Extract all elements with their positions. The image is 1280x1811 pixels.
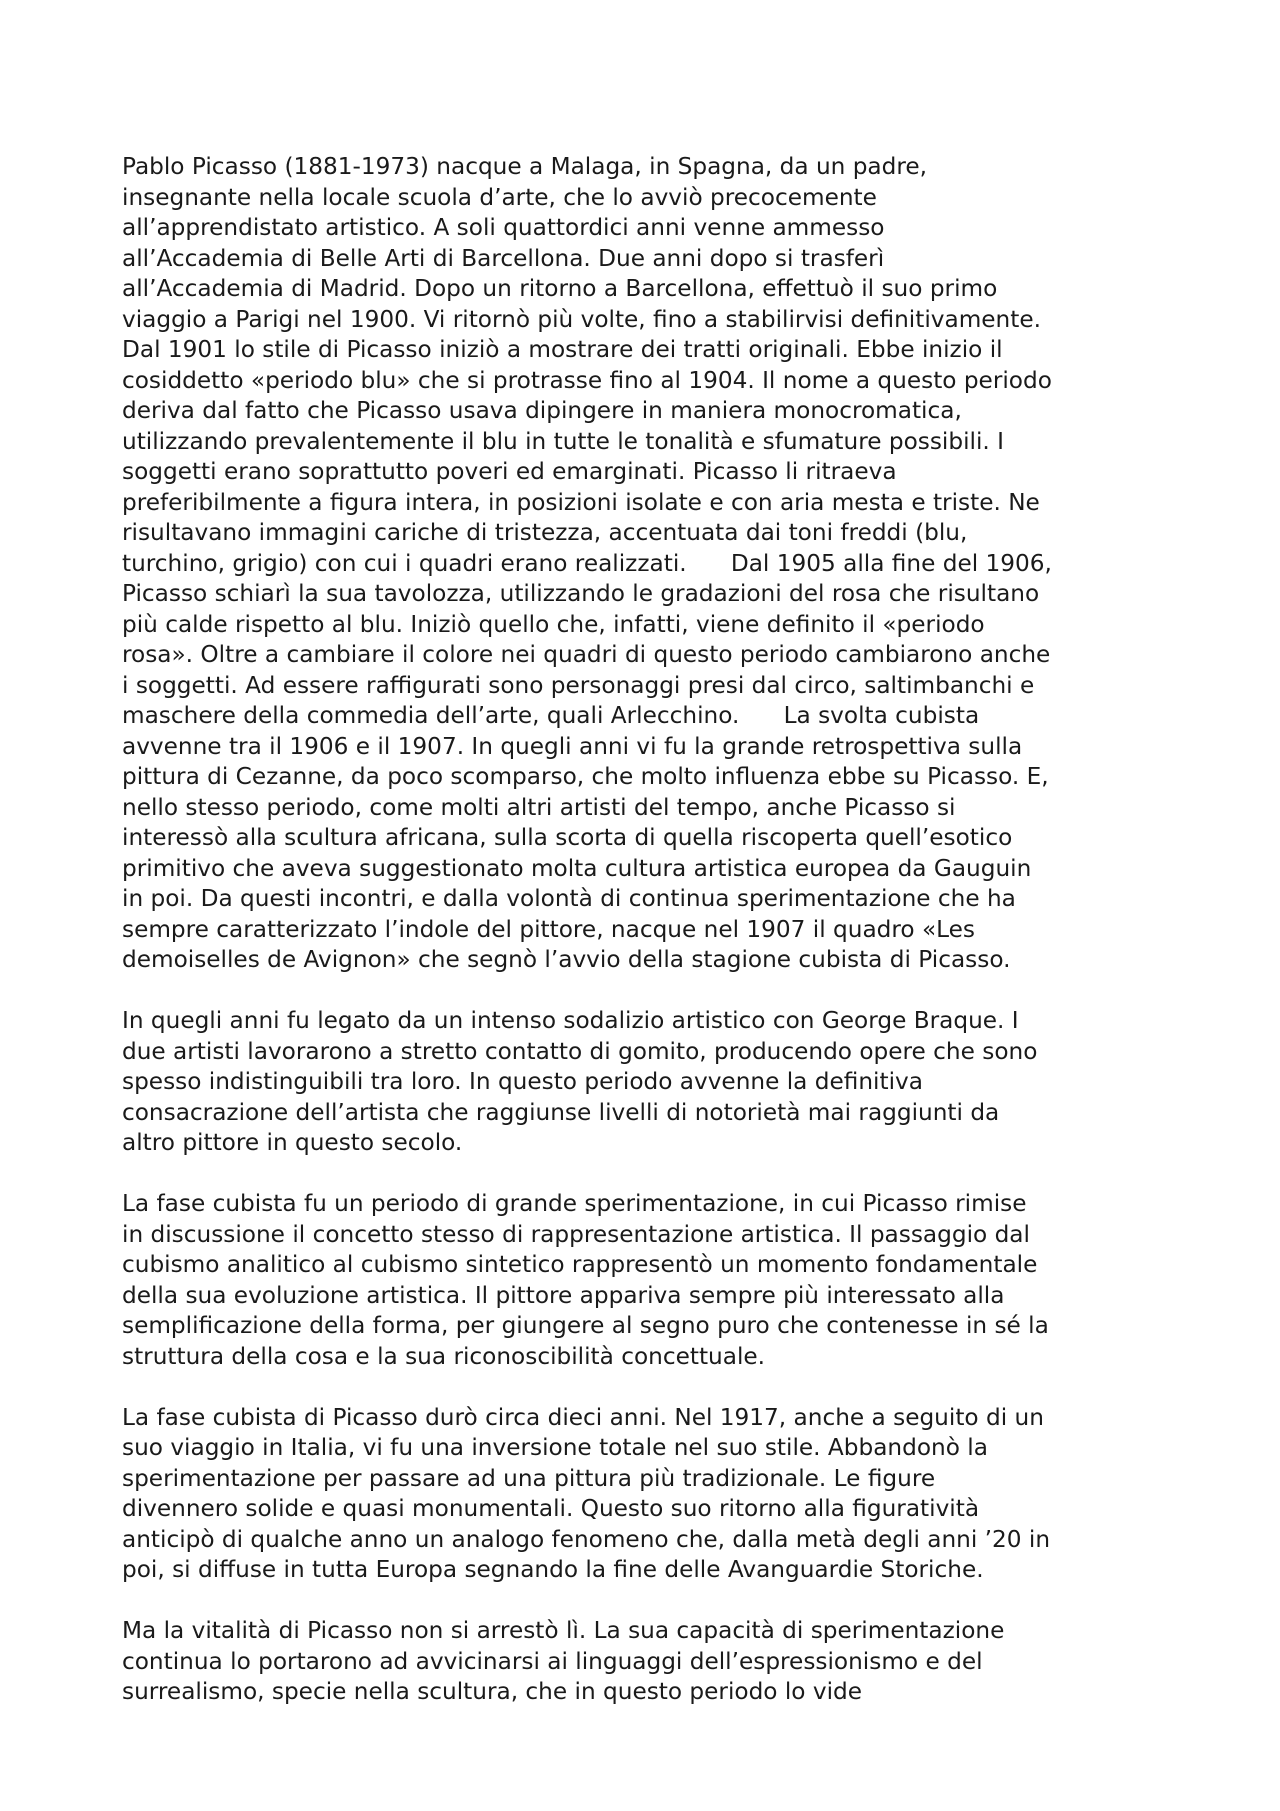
- text-line: viaggio a Parigi nel 1900. Vi ritornò più volte, fino a stabilirvisi definitivamente.: [122, 305, 1041, 333]
- text-line: anticipò di qualche anno un analogo fenomeno che, dalla metà degli anni ’20 in: [122, 1525, 1051, 1553]
- text-line: in discussione il concetto stesso di rappresentazione artistica. Il passaggio dal: [122, 1220, 1030, 1248]
- text-line: suo viaggio in Italia, vi fu una inversione totale nel suo stile. Abbandonò la: [122, 1434, 988, 1461]
- text-line: primitivo che aveva suggestionato molta cultura artistica europea da Gauguin: [122, 854, 1032, 882]
- text-line: all’Accademia di Belle Arti di Barcellona. Due anni dopo si trasferì: [122, 244, 885, 272]
- text-line: altro pittore in questo secolo.: [122, 1129, 463, 1156]
- text-line: struttura della cosa e la sua riconoscibilità concettuale.: [122, 1342, 766, 1370]
- text-line: La fase cubista fu un periodo di grande sperimentazione, in cui Picasso rimise: [122, 1190, 1027, 1217]
- text-line: risultavano immagini cariche di tristezza, accentuata dai toni freddi (blu,: [122, 519, 968, 546]
- paragraph-4: [122, 1403, 1182, 1586]
- document-body: [122, 152, 1182, 1738]
- text-line: divennero solide e quasi monumentali. Questo suo ritorno alla figuratività: [122, 1495, 980, 1522]
- text-line: sperimentazione per passare ad una pittura più tradizionale. Le figure: [122, 1464, 936, 1492]
- text-line: interessò alla scultura africana, sulla scorta di quella riscoperta quell’esotico: [122, 824, 1013, 851]
- text-line: della sua evoluzione artistica. Il pittore appariva sempre più interessato alla: [122, 1281, 1005, 1309]
- text-line: continua lo portarono ad avvicinarsi ai linguaggi dell’espressionismo e del: [122, 1647, 983, 1675]
- text-line: nello stesso periodo, come molti altri artisti del tempo, anche Picasso si: [122, 793, 956, 821]
- text-line: La fase cubista di Picasso durò circa dieci anni. Nel 1917, anche a seguito di un: [122, 1403, 1044, 1431]
- paragraph-3: [122, 1189, 1182, 1372]
- text-line: utilizzando prevalentemente il blu in tutte le tonalità e sfumature possibili. I: [122, 427, 1004, 455]
- text-line: in poi. Da questi incontri, e dalla volontà di continua sperimentazione che ha: [122, 885, 1016, 912]
- text-line: In quegli anni fu legato da un intenso sodalizio artistico con George Braque. I: [122, 1007, 1019, 1034]
- text-line: all’Accademia di Madrid. Dopo un ritorno a Barcellona, effettuò il suo primo: [122, 275, 998, 302]
- text-line: rosa». Oltre a cambiare il colore nei quadri di questo periodo cambiarono anche: [122, 641, 1051, 668]
- text-line: cubismo analitico al cubismo sintetico rappresentò un momento fondamentale: [122, 1251, 1038, 1278]
- text-line: Picasso schiarì la sua tavolozza, utilizzando le gradazioni del rosa che risultano: [122, 580, 1040, 607]
- text-line: pittura di Cezanne, da poco scomparso, che molto influenza ebbe su Picasso. E,: [122, 763, 1049, 790]
- text-line: più calde rispetto al blu. Iniziò quello che, infatti, viene definito il «periodo: [122, 610, 985, 638]
- text-line: cosiddetto «periodo blu» che si protrasse fino al 1904. Il nome a questo periodo: [122, 366, 1052, 394]
- text-line: due artisti lavorarono a stretto contatto di gomito, producendo opere che sono: [122, 1037, 1038, 1065]
- text-line: maschere della commedia dell’arte, quali Arlecchino. La svolta cubista: [122, 702, 980, 729]
- text-line: all’apprendistato artistico. A soli quattordici anni venne ammesso: [122, 214, 885, 241]
- text-line: spesso indistinguibili tra loro. In questo periodo avvenne la definitiva: [122, 1068, 923, 1095]
- text-line: Ma la vitalità di Picasso non si arrestò lì. La sua capacità di sperimentazione: [122, 1617, 1005, 1644]
- paragraph-2: [122, 1006, 1182, 1159]
- text-line: deriva dal fatto che Picasso usava dipingere in maniera monocromatica,: [122, 397, 962, 424]
- text-line: semplificazione della forma, per giungere al segno puro che contenesse in sé la: [122, 1312, 1049, 1339]
- text-line: i soggetti. Ad essere raffigurati sono personaggi presi dal circo, saltimbanchi e: [122, 671, 1035, 699]
- text-line: consacrazione dell’artista che raggiunse livelli di notorietà mai raggiunti da: [122, 1098, 1000, 1126]
- text-line: surrealismo, specie nella scultura, che in questo periodo lo vide: [122, 1678, 863, 1705]
- text-line: avvenne tra il 1906 e il 1907. In quegli anni vi fu la grande retrospettiva sulla: [122, 732, 1023, 760]
- paragraph-1: [122, 152, 1182, 976]
- text-line: Dal 1901 lo stile di Picasso iniziò a mostrare dei tratti originali. Ebbe inizio il: [122, 336, 1003, 363]
- text-line: demoiselles de Avignon» che segnò l’avvio della stagione cubista di Picasso.: [122, 946, 1011, 973]
- text-line: insegnante nella locale scuola d’arte, che lo avviò precocemente: [122, 183, 877, 211]
- text-line: Pablo Picasso (1881-1973) nacque a Malaga, in Spagna, da un padre,: [122, 153, 928, 180]
- text-line: preferibilmente a figura intera, in posizioni isolate e con aria mesta e triste. Ne: [122, 488, 1040, 516]
- text-line: soggetti erano soprattutto poveri ed emarginati. Picasso li ritraeva: [122, 458, 897, 485]
- text-line: turchino, grigio) con cui i quadri erano realizzati. Dal 1905 alla fine del 1906,: [122, 549, 1052, 577]
- text-line: sempre caratterizzato l’indole del pittore, nacque nel 1907 il quadro «Les: [122, 915, 976, 943]
- paragraph-5: [122, 1616, 1182, 1708]
- text-line: poi, si diffuse in tutta Europa segnando la fine delle Avanguardie Storiche.: [122, 1556, 984, 1583]
